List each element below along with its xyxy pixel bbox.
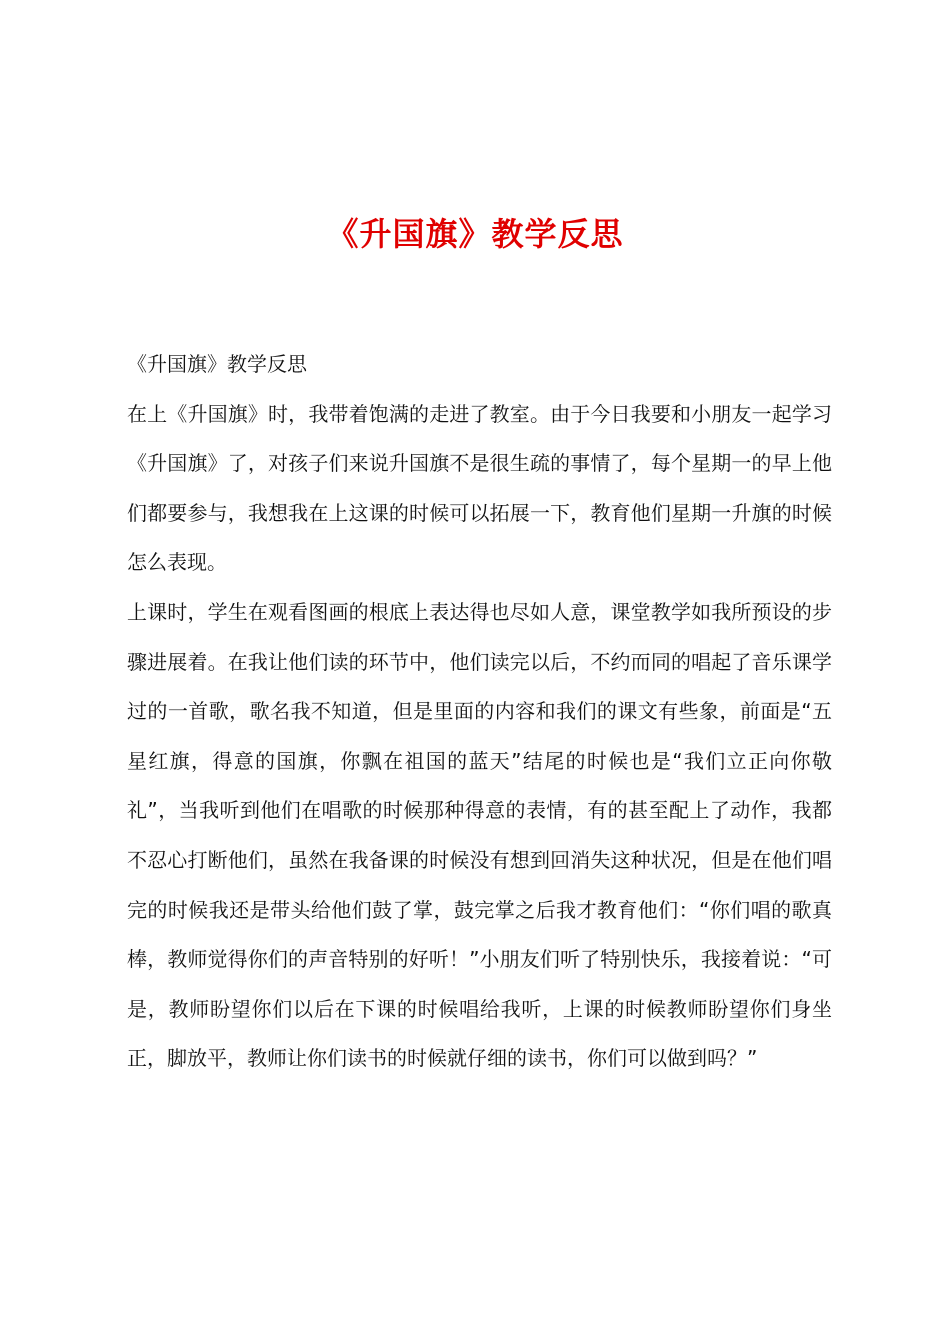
document-subtitle: 《升国旗》教学反思 [127, 352, 307, 376]
paragraph-2: 上课时，学生在观看图画的根底上表达得也尽如人意，课堂教学如我所预设的步骤进展着。在我让他们读的环节中，他们读完以后，不约而同的唱起了音乐课学过的一首歌，歌名我不知道，但是里面的内容和我们的课文有些象，前面是“五星红旗，得意的国旗，你飘在祖国的蓝天”结尾的时候也是“我们立正向你敬礼”，当我听到他们在唱歌的时候那种得意的表情，有的甚至配上了动作，我都不忍心打断他们，虽然在我备课的时候没有想到回消失这种状况，但是在他们唱完的时候我还是带头给他们鼓了掌，鼓完掌之后我才教育他们：“你们唱的歌真棒，教师觉得你们的声音特别的好听！”小朋友们听了特别快乐，我接着说：“可是，教师盼望你们以后在下课的时候唱给我听，上课的时候教师盼望你们身坐正，脚放平，教师让你们读书的时候就仔细的读书，你们可以做到吗？” [127, 599, 832, 1071]
document-body [127, 340, 832, 1084]
document-title: 《升国旗》教学反思 [326, 215, 624, 253]
paragraph-1: 在上《升国旗》时，我带着饱满的走进了教室。由于今日我要和小朋友一起学习《升国旗》了，对孩子们来说升国旗不是很生疏的事情了，每个星期一的早上他们都要参与，我想我在上这课的时候可以拓展一下，教育他们星期一升旗的时候怎么表现。 [127, 401, 832, 575]
